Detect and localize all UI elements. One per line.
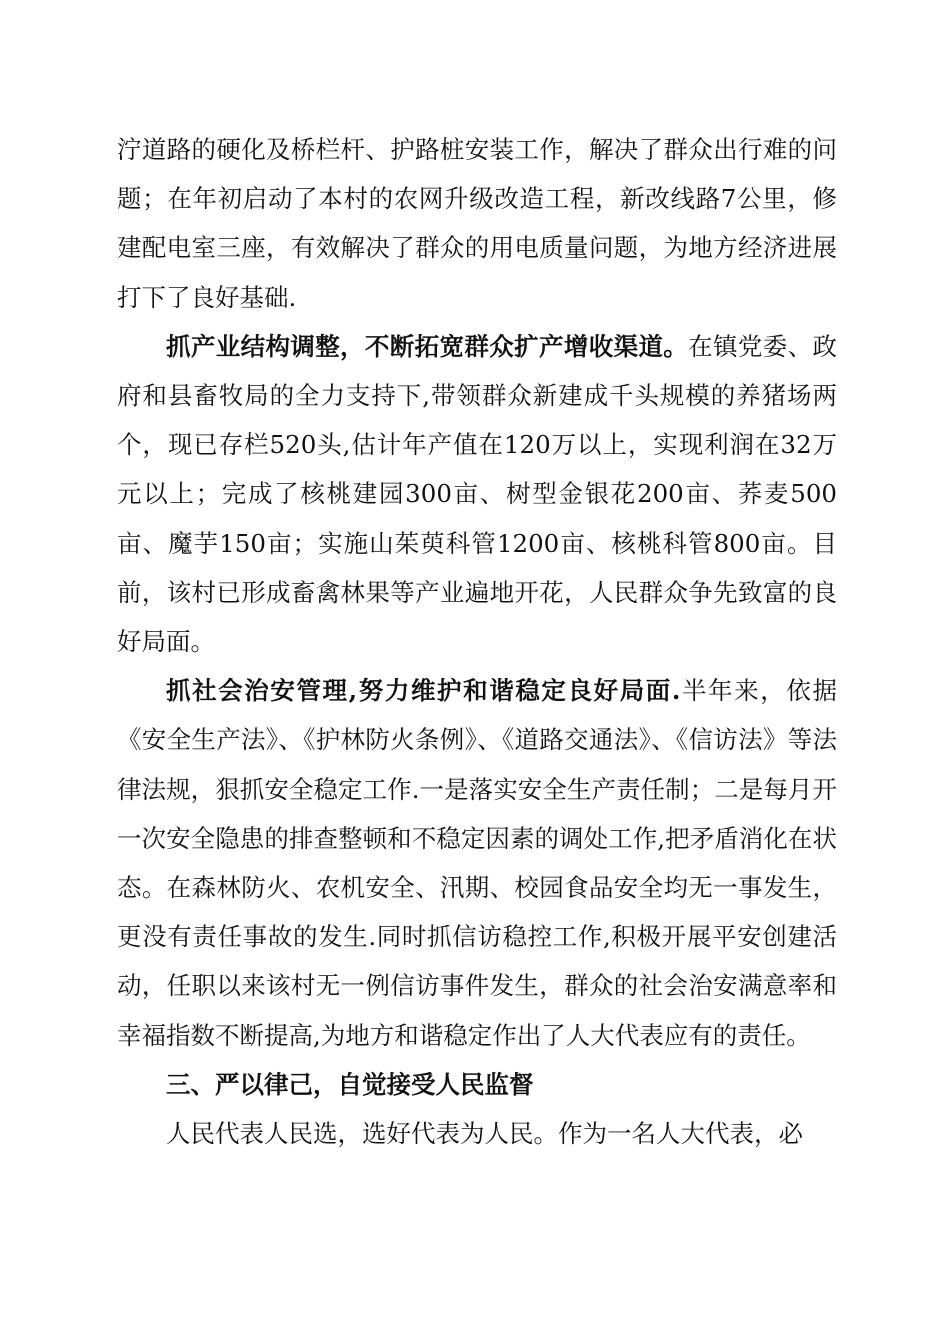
paragraph-text: 在镇党委、政府和县畜牧局的全力支持下,带领群众新建成千头规模的养猪场两个，现已存栏520头,估计年产值在120万以上，实现利润在32万元以上；完成了核桃建园300亩、树型金银花200亩、荞麦500亩、魔芋150亩；实施山茱萸科管1200亩、核桃科管800亩。目前，该村已形成畜禽林果等产业遍地开花，人民群众争先致富的良好局面。 <box>117 331 837 657</box>
paragraph-public-security <box>117 666 837 1060</box>
section-heading: 三、严以律己，自觉接受人民监督 <box>166 1069 534 1099</box>
paragraph-industry-structure <box>117 322 837 666</box>
paragraph-infrastructure <box>117 125 837 322</box>
paragraph-lead-heading: 抓产业结构调整，不断拓宽群众扩产增收渠道。 <box>166 331 689 361</box>
paragraph-text: 泞道路的硬化及桥栏杆、护路桩安装工作，解决了群众出行难的问题；在年初启动了本村的农网升级改造工程，新改线路7公里，修建配电室三座，有效解决了群众的用电质量问题，为地方经济进展打下了良好基础. <box>117 135 837 312</box>
paragraph-lead-heading: 抓社会治安管理,努力维护和谐稳定良好局面. <box>166 676 681 706</box>
paragraph-closing: 人民代表人民选，选好代表为人民。作为一名人大代表，必 <box>166 1119 803 1149</box>
paragraph-text: 半年来，依据《安全生产法》、《护林防火条例》、《道路交通法》、《信访法》等法律法规，狠抓安全稳定工作.一是落实安全生产责任制；二是每月开一次安全隐患的排查整顿和不稳定因素的调处工作,把矛盾消化在状态。在森林防火、农机安全、汛期、校园食品安全均无一事发生，更没有责任事故的发生.同时抓信访稳控工作,积极开展平安创建活动，任职以来该村无一例信访事件发生，群众的社会治安满意率和幸福指数不断提高,为地方和谐稳定作出了人大代表应有的责任。 <box>117 676 837 1050</box>
document-page <box>117 125 837 1158</box>
